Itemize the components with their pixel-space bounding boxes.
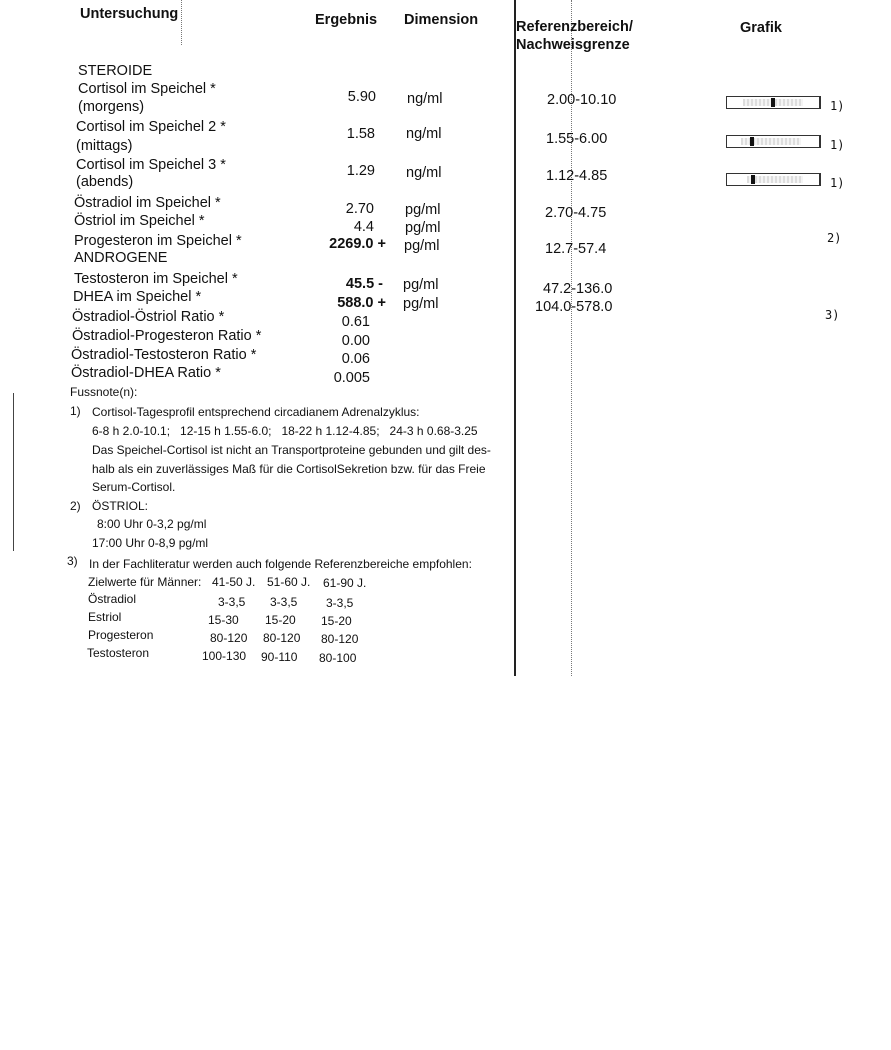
test-name: Testosteron im Speichel * — [74, 271, 238, 287]
section-steroide: STEROIDE — [78, 63, 153, 79]
result-value: 0.06 — [341, 351, 370, 367]
result-value: 0.00 — [341, 333, 370, 349]
test-subname: (morgens) — [78, 99, 145, 115]
test-subname: (mittags) — [76, 138, 133, 154]
result-marker — [751, 175, 755, 184]
target-table-cell: 80-120 — [210, 631, 248, 645]
result-unit: ng/ml — [406, 165, 442, 181]
footnote-1-line: Serum-Cortisol. — [92, 480, 176, 494]
result-unit: ng/ml — [407, 91, 443, 107]
result-unit: pg/ml — [405, 220, 441, 236]
result-value: 0.005 — [333, 370, 370, 386]
test-name: Cortisol im Speichel 2 * — [76, 119, 226, 135]
test-name: Östradiol-Progesteron Ratio * — [72, 328, 262, 344]
test-name: Östradiol-DHEA Ratio * — [71, 365, 221, 381]
test-name: Östradiol im Speichel * — [74, 195, 221, 211]
header-referenz-line2: Nachweisgrenze — [516, 37, 630, 53]
margin-line — [13, 393, 14, 551]
test-name: Cortisol im Speichel 3 * — [76, 157, 226, 173]
test-name: DHEA im Speichel * — [73, 289, 202, 305]
result-unit: pg/ml — [404, 238, 440, 254]
result-value: 4.4 — [353, 219, 374, 235]
footnote-2-line: 8:00 Uhr 0-3,2 pg/ml — [97, 517, 207, 531]
target-table-row-label: Progesteron — [88, 628, 154, 642]
target-table-row-label: Estriol — [88, 610, 122, 624]
footnote-1-line: halb als ein zuverlässiges Maß für die CortisolSekretion bzw. für das Freie — [92, 462, 486, 476]
dotted-guide-line — [181, 0, 182, 45]
result-value: 0.61 — [341, 314, 370, 330]
target-table-cell: 80-100 — [319, 651, 357, 665]
result-value: 588.0 + — [337, 295, 386, 311]
range-graphic — [726, 96, 821, 109]
target-table-cell: 3-3,5 — [218, 595, 246, 609]
reference-range: 12.7-57.4 — [545, 241, 607, 257]
target-table-row-label: Testosteron — [87, 646, 150, 660]
reference-range: 2.70-4.75 — [545, 205, 607, 221]
result-value: 2269.0 + — [329, 236, 386, 252]
result-value: 2.70 — [345, 201, 374, 217]
footnote-2-line: ÖSTRIOL: — [92, 499, 149, 513]
target-table-cell: 3-3,5 — [326, 596, 354, 610]
target-table-cell: 15-20 — [265, 613, 296, 627]
footnote-3-intro: In der Fachliteratur werden auch folgende Referenzbereiche empfohlen: — [89, 557, 472, 571]
result-value: 1.58 — [346, 126, 375, 142]
target-table-header-label: Zielwerte für Männer: — [88, 575, 202, 589]
result-value: 45.5 - — [345, 276, 383, 292]
test-name: Östradiol-Testosteron Ratio * — [71, 347, 257, 363]
test-name: Östriol im Speichel * — [74, 213, 205, 229]
target-table-row-label: Östradiol — [88, 592, 137, 606]
header-grafik: Grafik — [740, 20, 782, 36]
footnote-ref: 1) — [830, 99, 845, 113]
target-table-cell: 100-130 — [202, 649, 247, 663]
result-unit: pg/ml — [403, 277, 439, 293]
target-table-cell: 80-120 — [321, 632, 359, 646]
section-androgene: ANDROGENE — [74, 250, 168, 266]
result-marker — [750, 137, 754, 146]
reference-range: 104.0-578.0 — [535, 299, 613, 315]
footnote-ref: 1) — [830, 176, 845, 190]
footnote-1-line: Cortisol-Tagesprofil entsprechend circadianem Adrenalzyklus: — [92, 405, 420, 419]
footnote-1-line: Das Speichel-Cortisol ist nicht an Transportproteine gebunden und gilt des- — [92, 443, 491, 457]
range-graphic — [726, 135, 821, 148]
footnote-1-line: 6-8 h 2.0-10.1; 12-15 h 1.55-6.0; 18-22 h 1.12-4.85; 24-3 h 0.68-3.25 — [92, 424, 478, 438]
target-table-cell: 3-3,5 — [270, 595, 298, 609]
target-table-col: 51-60 J. — [267, 575, 311, 589]
target-table-col: 41-50 J. — [212, 575, 256, 589]
target-table-cell: 15-20 — [321, 614, 352, 628]
result-value: 5.90 — [347, 89, 376, 105]
result-unit: ng/ml — [406, 126, 442, 142]
reference-range: 1.12-4.85 — [546, 168, 608, 184]
result-value: 1.29 — [346, 163, 375, 179]
footnote-2-number: 2) — [70, 499, 81, 513]
reference-range: 1.55-6.00 — [546, 131, 608, 147]
footnote-1-number: 1) — [70, 404, 81, 418]
target-table-cell: 90-110 — [261, 650, 298, 664]
reference-range: 47.2-136.0 — [543, 281, 613, 297]
result-unit: pg/ml — [405, 202, 441, 218]
footnote-ref: 3) — [825, 308, 840, 322]
test-name: Östradiol-Östriol Ratio * — [72, 309, 225, 325]
header-referenz-line1: Referenzbereich/ — [516, 19, 633, 35]
footnote-2-line: 17:00 Uhr 0-8,9 pg/ml — [92, 536, 209, 550]
footnote-ref: 2) — [827, 231, 842, 245]
footnotes-title: Fussnote(n): — [70, 385, 138, 399]
test-subname: (abends) — [76, 174, 134, 190]
target-table-cell: 80-120 — [263, 631, 301, 645]
header-dimension: Dimension — [404, 12, 479, 28]
result-unit: pg/ml — [403, 296, 439, 312]
range-graphic — [726, 173, 821, 186]
reference-range: 2.00-10.10 — [547, 92, 617, 108]
test-name: Progesteron im Speichel * — [74, 233, 242, 249]
result-marker — [771, 98, 775, 107]
target-table-cell: 15-30 — [208, 613, 239, 627]
header-ergebnis: Ergebnis — [315, 12, 378, 28]
column-divider — [514, 0, 516, 676]
header-untersuchung: Untersuchung — [80, 6, 179, 22]
target-table-col: 61-90 J. — [323, 576, 367, 590]
test-name: Cortisol im Speichel * — [78, 81, 216, 97]
footnote-3-number: 3) — [67, 554, 78, 568]
footnote-ref: 1) — [830, 138, 845, 152]
